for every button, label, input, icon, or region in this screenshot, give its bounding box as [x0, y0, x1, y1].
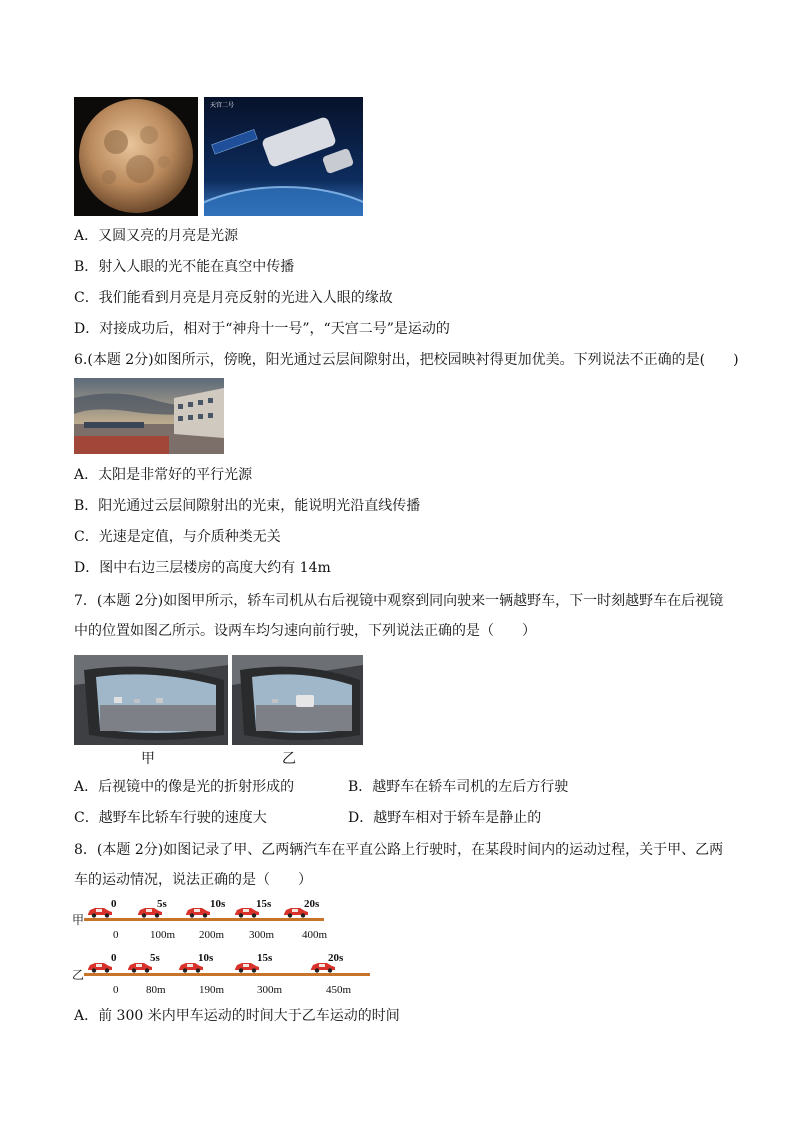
campus-image	[74, 378, 224, 454]
yi-time-10s: 10s	[198, 952, 214, 964]
yi-dist-300m: 300m	[257, 984, 283, 996]
q8-stem-line2: 车的运动情况，说法正确的是（ ）	[74, 872, 312, 888]
mirror-photo-jia	[74, 655, 228, 745]
q5-option-d: D．对接成功后，相对于“神舟十一号”，“天宫二号”是运动的	[74, 321, 450, 337]
mirror-image-yi	[232, 655, 363, 745]
moon-photo	[74, 97, 198, 216]
road-jia	[84, 918, 324, 921]
q7-option-c: C．越野车比轿车行驶的速度大	[74, 810, 267, 826]
station-title: 天宫二号	[210, 102, 235, 109]
jia-dist-100m: 100m	[150, 929, 176, 941]
car-icon	[126, 960, 154, 973]
caption-yi: 乙	[282, 751, 296, 767]
car-icon	[86, 960, 114, 973]
track-jia-label: 甲	[72, 913, 85, 927]
q5-option-a: A．又圆又亮的月亮是光源	[74, 228, 239, 244]
q5-option-b: B．射入人眼的光不能在真空中传播	[74, 259, 295, 275]
car-icon	[136, 905, 164, 918]
jia-time-15s: 15s	[256, 898, 272, 910]
car-icon	[177, 960, 205, 973]
q8-option-a: A．前 300 米内甲车运动的时间大于乙车运动的时间	[74, 1008, 400, 1024]
car-icon	[309, 960, 337, 973]
jia-time-5s: 5s	[157, 898, 167, 910]
jia-dist-400m: 400m	[302, 929, 328, 941]
q7-stem-line2: 中的位置如图乙所示。设两车均匀速向前行驶，下列说法正确的是（ ）	[74, 623, 536, 639]
q5-option-c: C．我们能看到月亮是月亮反射的光进入人眼的缘故	[74, 290, 393, 306]
car-icon	[233, 905, 261, 918]
moon-image	[74, 97, 198, 216]
jia-time-10s: 10s	[210, 898, 226, 910]
space-station-photo	[204, 97, 363, 216]
yi-time-15s: 15s	[257, 952, 273, 964]
yi-time-5s: 5s	[150, 952, 160, 964]
road-yi	[84, 973, 370, 976]
track-yi-label: 乙	[72, 968, 85, 982]
mirror-photo-yi	[232, 655, 363, 745]
yi-dist-0: 0	[113, 984, 119, 996]
jia-dist-300m: 300m	[249, 929, 275, 941]
q6-option-c: C．光速是定值，与介质种类无关	[74, 529, 281, 545]
campus-sunset-photo	[74, 378, 224, 454]
q8-stem-line1: 8．(本题 2分)如图记录了甲、乙两辆汽车在平直公路上行驶时，在某段时间内的运动过程，关于甲、乙两	[74, 842, 724, 858]
car-icon	[233, 960, 261, 973]
car-icon	[282, 905, 310, 918]
car-icon	[184, 905, 212, 918]
mirror-image-jia	[74, 655, 228, 745]
q6-stem: 6.(本题 2分)如图所示，傍晚，阳光通过云层间隙射出，把校园映衬得更加优美。下列说法不正确的是( )	[74, 352, 739, 368]
jia-time-0: 0	[111, 898, 117, 910]
q7-option-a: A．后视镜中的像是光的折射形成的	[74, 779, 295, 795]
q7-option-d: D．越野车相对于轿车是静止的	[348, 810, 542, 826]
yi-time-0: 0	[111, 952, 117, 964]
jia-dist-200m: 200m	[199, 929, 225, 941]
caption-jia: 甲	[141, 751, 155, 767]
yi-dist-190m: 190m	[199, 984, 225, 996]
yi-dist-80m: 80m	[146, 984, 166, 996]
q6-option-b: B．阳光通过云层间隙射出的光束，能说明光沿直线传播	[74, 498, 421, 514]
q6-option-a: A．太阳是非常好的平行光源	[74, 467, 253, 483]
q7-option-b: B．越野车在轿车司机的左后方行驶	[348, 779, 569, 795]
jia-dist-0: 0	[113, 929, 119, 941]
q7-stem-line1: 7．(本题 2分)如图甲所示，轿车司机从右后视镜中观察到同向驶来一辆越野车，下一时刻越野车在后视镜	[74, 593, 724, 609]
yi-dist-450m: 450m	[326, 984, 352, 996]
jia-time-20s: 20s	[304, 898, 320, 910]
q6-option-d: D．图中右边三层楼房的高度大约有 14m	[74, 560, 331, 576]
space-station-image	[204, 97, 363, 216]
yi-time-20s: 20s	[328, 952, 344, 964]
car-icon	[86, 905, 114, 918]
